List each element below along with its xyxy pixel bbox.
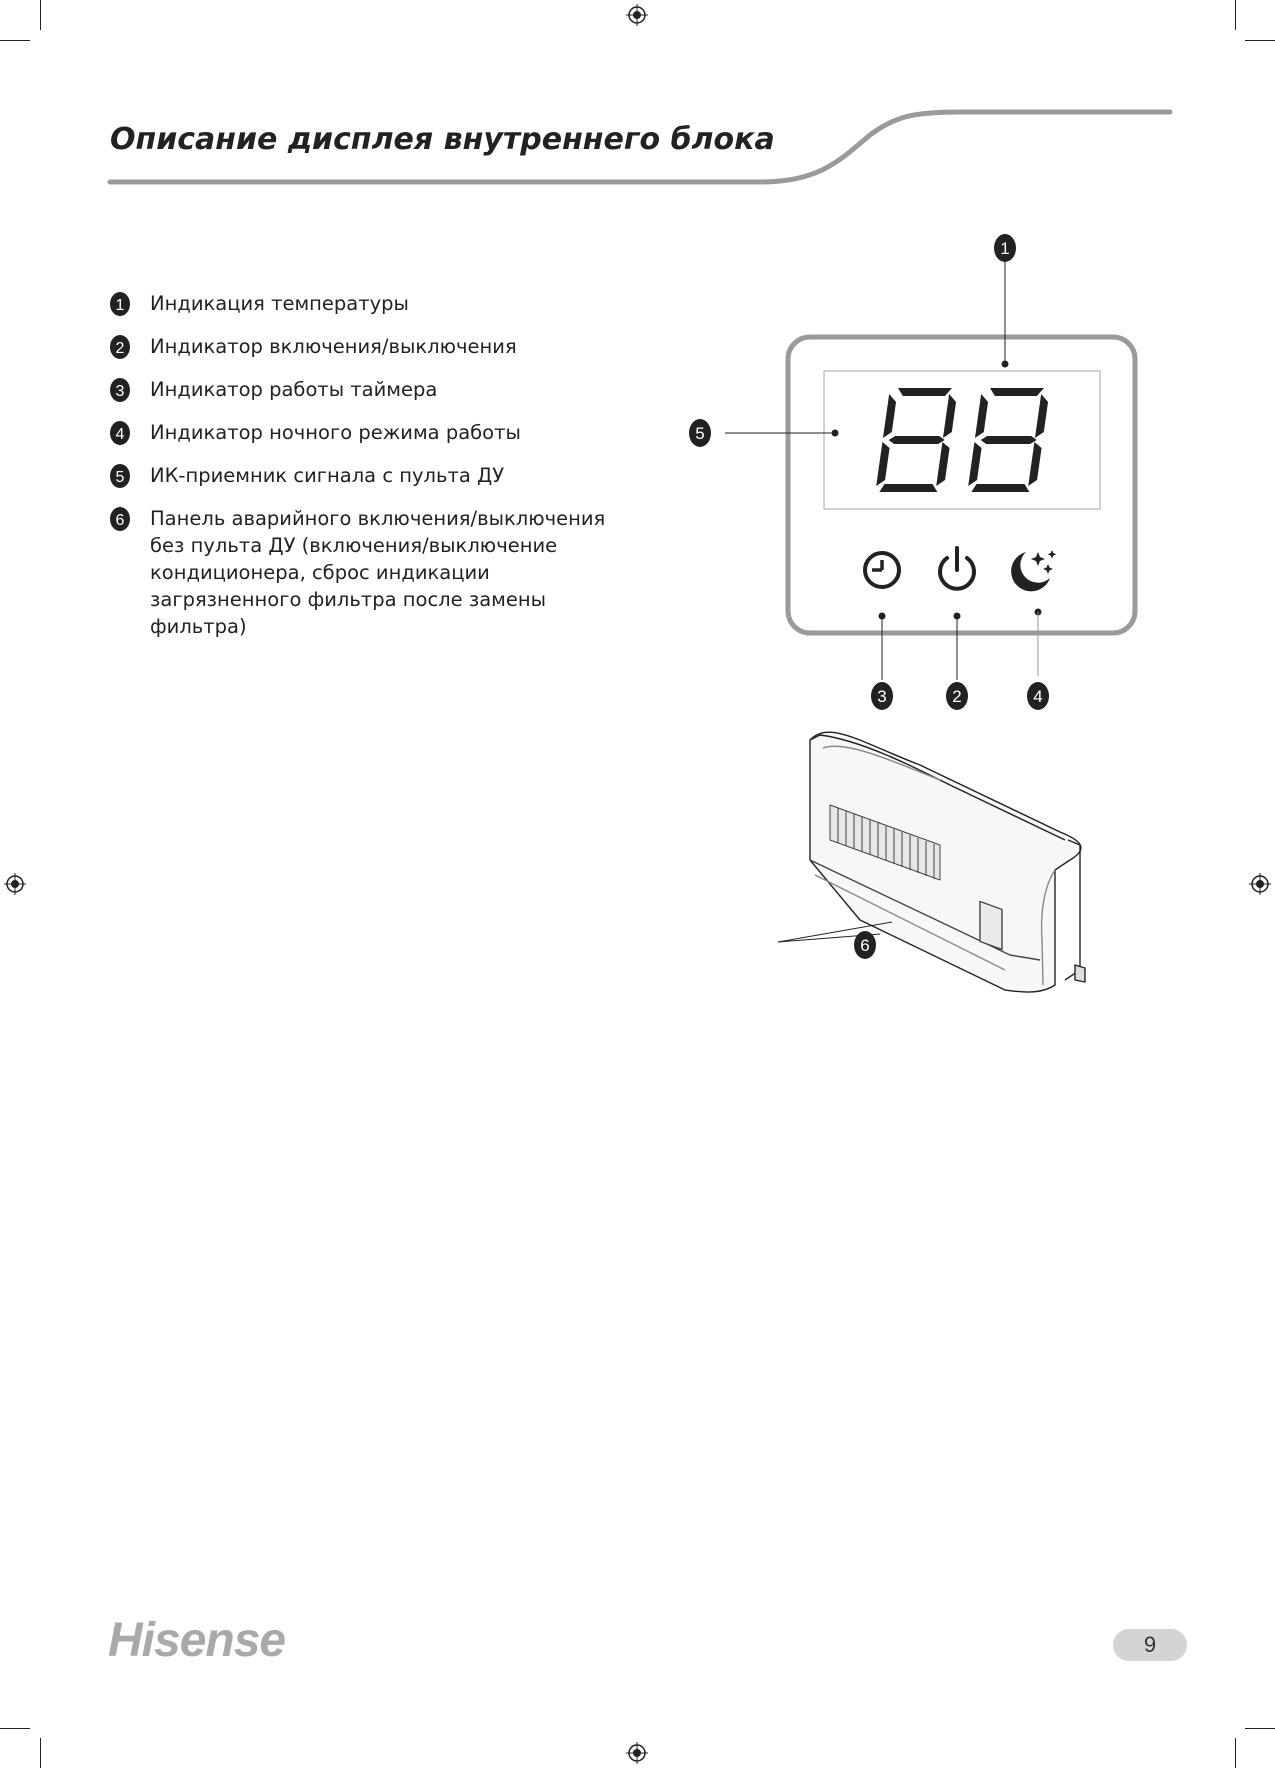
svg-text:5: 5 xyxy=(695,424,705,443)
registration-mark-icon xyxy=(626,4,648,26)
svg-text:5: 5 xyxy=(115,469,125,486)
svg-text:1: 1 xyxy=(115,297,125,314)
callout-1 xyxy=(994,234,1016,262)
registration-mark-icon xyxy=(1249,873,1271,895)
seven-segment-digits xyxy=(875,388,1050,492)
legend-text: Индикатор работы таймера xyxy=(150,378,438,401)
list-item xyxy=(110,290,630,317)
list-item xyxy=(110,505,630,640)
registration-mark-icon xyxy=(626,1742,648,1764)
callout-6 xyxy=(854,931,876,959)
list-item xyxy=(110,419,630,446)
crop-mark xyxy=(1235,0,1236,30)
page-title: Описание дисплея внутреннего блока xyxy=(110,122,775,157)
svg-text:2: 2 xyxy=(952,687,962,706)
timer-icon xyxy=(865,553,899,587)
svg-text:6: 6 xyxy=(115,512,125,529)
sleep-icon xyxy=(1011,550,1056,591)
crop-mark xyxy=(0,40,30,41)
callout-badge-icon xyxy=(110,464,130,488)
legend-text: Индикация температуры xyxy=(150,292,409,315)
crop-mark xyxy=(1245,1728,1275,1729)
display-diagram xyxy=(660,220,1180,1020)
callout-leader-4 xyxy=(1035,609,1042,677)
svg-text:3: 3 xyxy=(877,687,887,706)
list-item xyxy=(110,376,630,403)
crop-mark xyxy=(1245,40,1275,41)
legend-text: Индикатор ночного режима работы xyxy=(150,421,521,444)
svg-text:4: 4 xyxy=(115,426,125,443)
svg-text:3: 3 xyxy=(115,383,125,400)
callout-4 xyxy=(1027,682,1049,710)
callout-leader-1 xyxy=(1002,250,1009,368)
registration-mark-icon xyxy=(4,873,26,895)
crop-mark xyxy=(1235,1738,1236,1768)
callout-leader-2 xyxy=(954,613,961,681)
svg-text:2: 2 xyxy=(115,340,125,357)
svg-text:1: 1 xyxy=(1000,239,1010,258)
digit-window xyxy=(824,371,1100,509)
callout-badge-icon xyxy=(110,335,130,359)
power-icon xyxy=(940,548,974,589)
callout-badge-icon xyxy=(110,421,130,445)
page-number: 9 xyxy=(1113,1629,1187,1661)
legend-list xyxy=(110,290,630,656)
callout-badge-icon xyxy=(110,507,130,531)
legend-text: Индикатор включения/выключения xyxy=(150,335,517,358)
brand-logo: Hisense xyxy=(108,1614,286,1667)
crop-mark xyxy=(40,1738,41,1768)
callout-leader-5 xyxy=(725,430,839,437)
crop-mark xyxy=(0,1728,30,1729)
callout-badge-icon xyxy=(110,378,130,402)
legend-text: Панель аварийного включения/выключения без пульта ДУ (включения/выключение кондиционера, сброс индикации загрязненного фильтра после замены фильтра) xyxy=(150,507,606,638)
svg-text:4: 4 xyxy=(1033,687,1043,706)
svg-text:6: 6 xyxy=(860,936,870,955)
indoor-unit-illustration xyxy=(810,732,1085,992)
callout-leader-3 xyxy=(879,613,886,681)
callout-5 xyxy=(689,419,711,447)
callout-badge-icon xyxy=(110,292,130,316)
crop-mark xyxy=(40,0,41,30)
callout-3 xyxy=(871,682,893,710)
list-item xyxy=(110,462,630,489)
list-item xyxy=(110,333,630,360)
callout-2 xyxy=(946,682,968,710)
legend-text: ИК-приемник сигнала с пульта ДУ xyxy=(150,464,505,487)
